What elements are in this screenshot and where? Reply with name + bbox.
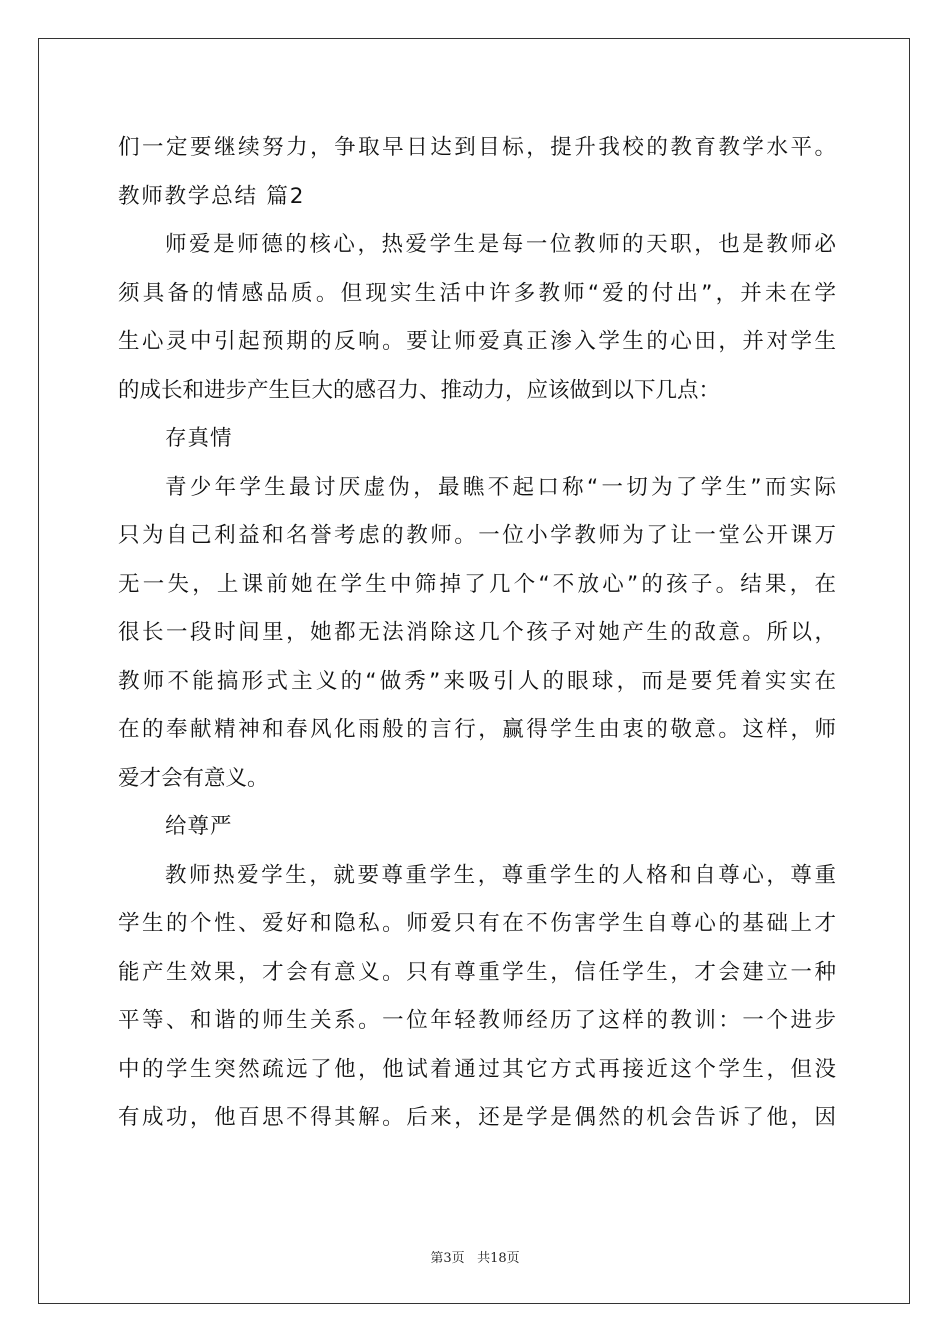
text-line: 有成功，他百思不得其解。后来，还是学是偶然的机会告诉了他，因 <box>118 1105 836 1130</box>
text-line: 平等、和谐的师生关系。一位年轻教师经历了这样的教训：一个进步 <box>118 1008 836 1033</box>
text-line: 学生的个性、爱好和隐私。师爱只有在不伤害学生自尊心的基础上才 <box>118 911 836 936</box>
paragraph-first-line: 青少年学生最讨厌虚伪，最瞧不起口称“一切为了学生”而实际 <box>165 474 836 500</box>
paragraph-last-line: 的成长和进步产生巨大的感召力、推动力，应该做到以下几点： <box>118 377 721 403</box>
page-number: 第3页 <box>430 1251 465 1266</box>
text-line: 们一定要继续努力，争取早日达到目标，提升我校的教育教学水平。 <box>118 135 836 160</box>
section-heading: 教师教学总结 篇2 <box>118 183 306 209</box>
page-total: 共18页 <box>477 1251 520 1266</box>
paragraph-first-line: 师爱是师德的核心，热爱学生是每一位教师的天职，也是教师必 <box>165 232 836 257</box>
page-footer <box>0 1247 950 1266</box>
text-line: 教师不能搞形式主义的“做秀”来吸引人的眼球，而是要凭着实实在 <box>118 668 836 694</box>
text-line: 无一失，上课前她在学生中筛掉了几个“不放心”的孩子。结果，在 <box>118 571 836 597</box>
text-line: 生心灵中引起预期的反响。要让师爱真正渗入学生的心田，并对学生 <box>118 329 836 354</box>
paragraph-last-line: 爱才会有意义。 <box>118 765 269 791</box>
text-line: 只为自己利益和名誉考虑的教师。一位小学教师为了让一堂公开课万 <box>118 523 836 548</box>
paragraph-first-line: 教师热爱学生，就要尊重学生，尊重学生的人格和自尊心，尊重 <box>165 862 836 888</box>
text-line: 须具备的情感品质。但现实生活中许多教师“爱的付出”，并未在学 <box>118 280 836 306</box>
subsection-title: 存真情 <box>165 426 233 451</box>
document-body <box>118 124 836 1143</box>
text-line: 在的奉献精神和春风化雨般的言行，赢得学生由衷的敬意。这样，师 <box>118 717 836 742</box>
subsection-title: 给尊严 <box>165 814 233 839</box>
text-line: 中的学生突然疏远了他，他试着通过其它方式再接近这个学生，但没 <box>118 1056 836 1082</box>
text-line: 能产生效果，才会有意义。只有尊重学生，信任学生，才会建立一种 <box>118 959 836 985</box>
text-line: 很长一段时间里，她都无法消除这几个孩子对她产生的敌意。所以， <box>118 620 836 645</box>
